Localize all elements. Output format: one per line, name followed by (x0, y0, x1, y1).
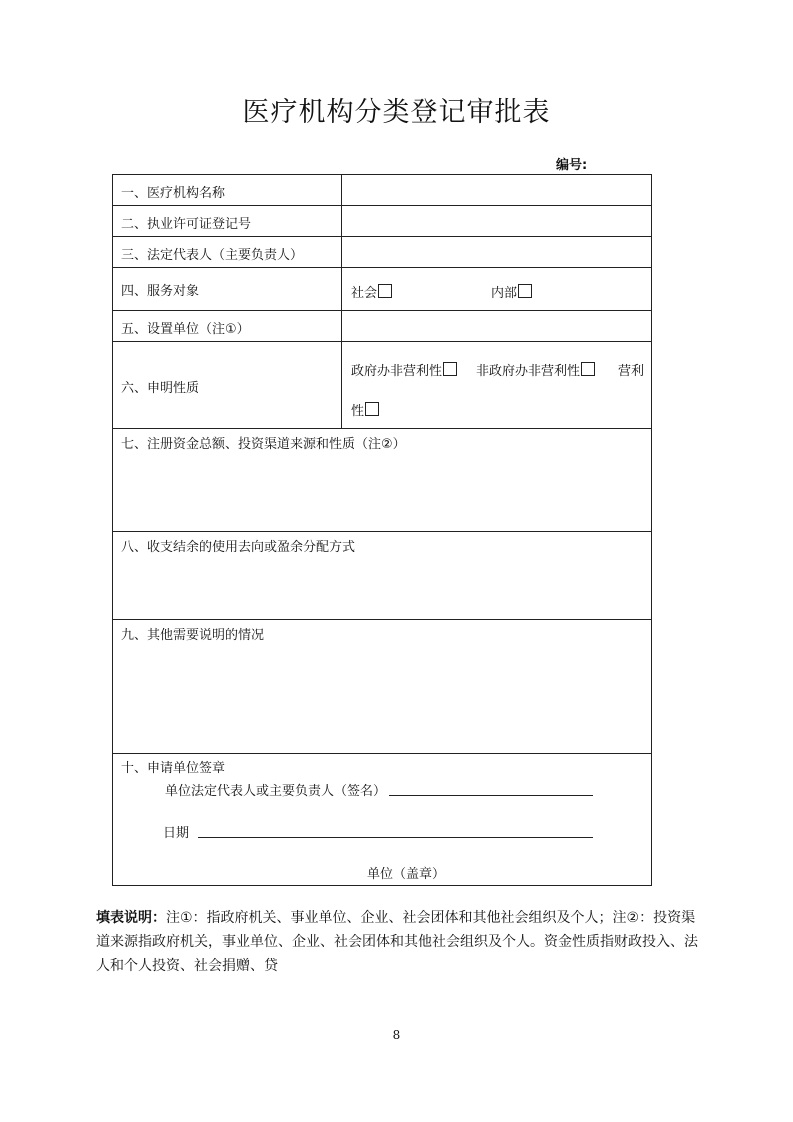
signature-line[interactable] (389, 795, 593, 796)
option-nongov-nonprofit-label: 非政府办非营利性 (476, 364, 581, 379)
institution-name-label: 一、医疗机构名称 (121, 186, 226, 201)
page-number: 8 (392, 1028, 401, 1042)
license-number-label: 二、执业许可证登记号 (121, 217, 252, 232)
option-gov-nonprofit[interactable] (351, 360, 457, 379)
column-divider (341, 237, 342, 267)
instructions-body: 注①：指政府机关、事业单位、企业、社会团体和其他社会组织及个人；注②：投资渠道来源指政府机关，事业单位、企业、社会团体和其他社会组织及个人。资金性质指财政投入、法人和个人投资、社会捐赠、贷 (96, 910, 698, 974)
column-divider (341, 206, 342, 236)
column-divider (341, 342, 342, 428)
row-service-target (113, 268, 651, 311)
checkbox-internal[interactable] (518, 284, 532, 298)
column-divider (341, 311, 342, 341)
option-internal[interactable] (491, 282, 532, 301)
serial-number-label: 编号: (556, 158, 588, 173)
row-other-notes (113, 620, 651, 754)
checkbox-public[interactable] (378, 284, 392, 298)
column-divider (341, 175, 342, 205)
declared-nature-label: 六、申明性质 (121, 381, 200, 396)
option-forprofit-label-part1: 营利 (618, 364, 645, 379)
surplus-usage-label: 八、收支结余的使用去向或盈余分配方式 (121, 540, 356, 555)
approval-form-table (112, 174, 652, 886)
page-title: 医疗机构分类登记审批表 (242, 97, 551, 128)
row-declared-nature (113, 342, 651, 429)
signature-label: 单位法定代表人或主要负责人（签名） (165, 784, 387, 799)
date-label: 日期 (163, 826, 190, 841)
founding-unit-label: 五、设置单位（注①） (121, 322, 250, 337)
column-divider (341, 268, 342, 310)
option-forprofit-label-part2: 性 (351, 404, 365, 419)
row-institution-name (113, 175, 651, 206)
checkbox-nongov-nonprofit[interactable] (581, 362, 595, 376)
row-applicant-signature (113, 754, 651, 885)
date-line[interactable] (198, 837, 593, 838)
option-gov-nonprofit-label: 政府办非营利性 (351, 364, 443, 379)
registered-capital-label: 七、注册资金总额、投资渠道来源和性质（注②） (121, 437, 406, 452)
option-internal-label: 内部 (491, 286, 518, 301)
row-legal-representative (113, 237, 651, 268)
filling-instructions (96, 906, 702, 978)
option-forprofit[interactable] (351, 400, 379, 419)
row-registered-capital (113, 429, 651, 532)
checkbox-gov-nonprofit[interactable] (443, 362, 457, 376)
row-surplus-usage (113, 532, 651, 620)
instructions-heading: 填表说明： (96, 910, 166, 926)
checkbox-forprofit[interactable] (365, 402, 379, 416)
option-public[interactable] (351, 282, 392, 301)
option-public-label: 社会 (351, 286, 378, 301)
option-nongov-nonprofit[interactable] (476, 360, 595, 379)
seal-label: 单位（盖章） (367, 867, 446, 882)
row-founding-unit (113, 311, 651, 342)
other-notes-label: 九、其他需要说明的情况 (121, 628, 265, 643)
legal-representative-label: 三、法定代表人（主要负责人） (121, 248, 304, 263)
applicant-signature-label: 十、申请单位签章 (121, 761, 226, 776)
row-license-number (113, 206, 651, 237)
service-target-label: 四、服务对象 (121, 284, 200, 299)
